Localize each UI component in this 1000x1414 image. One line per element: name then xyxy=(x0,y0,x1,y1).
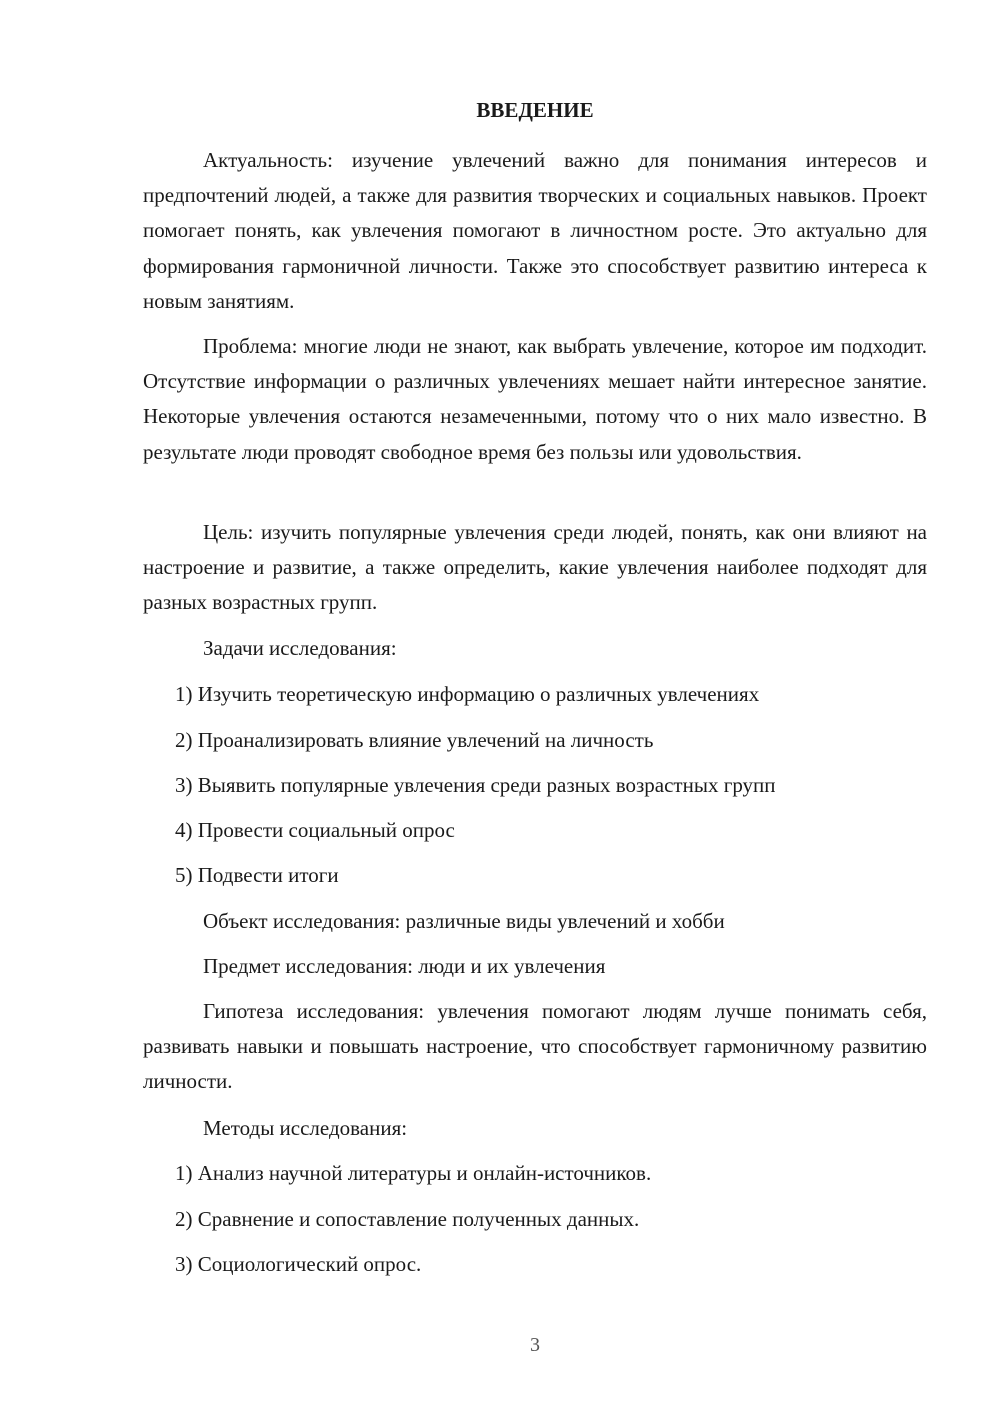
page-number: 3 xyxy=(530,1334,540,1356)
tasks-title: Задачи исследования: xyxy=(203,636,397,660)
method-item: 1) Анализ научной литературы и онлайн-источников. xyxy=(175,1161,652,1185)
method-item: 2) Сравнение и сопоставление полученных данных. xyxy=(175,1207,640,1231)
task-item: 4) Провести социальный опрос xyxy=(175,818,455,842)
task-item: 3) Выявить популярные увлечения среди разных возрастных групп xyxy=(175,773,776,797)
goal-paragraph: Цель: изучить популярные увлечения среди людей, понять, как они влияют на настроение и развитие, а также определить, какие увлечения наиболее подходят для разных возрастных групп. xyxy=(143,520,927,615)
research-object: Объект исследования: различные виды увлечений и хобби xyxy=(203,909,725,933)
problem-paragraph: Проблема: многие люди не знают, как выбрать увлечение, которое им подходит. Отсутствие информации о различных увлечениях мешает найти интересное занятие. Некоторые увлечения остаются незамеченными, потому что о них мало известно. В результате люди проводят свободное время без пользы или удовольствия. xyxy=(143,334,927,464)
research-subject: Предмет исследования: люди и их увлечения xyxy=(203,954,606,978)
method-item: 3) Социологический опрос. xyxy=(175,1252,422,1276)
task-item: 1) Изучить теоретическую информацию о различных увлечениях xyxy=(175,682,760,706)
task-item: 2) Проанализировать влияние увлечений на личность xyxy=(175,728,654,752)
hypothesis-paragraph: Гипотеза исследования: увлечения помогают людям лучше понимать себя, развивать навыки и повышать настроение, что способствует гармоничному развитию личности. xyxy=(143,999,927,1094)
methods-title: Методы исследования: xyxy=(203,1116,408,1140)
section-heading: ВВЕДЕНИЕ xyxy=(476,98,594,122)
task-item: 5) Подвести итоги xyxy=(175,863,339,887)
relevance-paragraph: Актуальность: изучение увлечений важно для понимания интересов и предпочтений людей, а также для развития творческих и социальных навыков. Проект помогает понять, как увлечения помогают в личностном росте. Это актуально для формирования гармоничной личности. Также это способствует развитию интереса к новым занятиям. xyxy=(143,148,927,313)
